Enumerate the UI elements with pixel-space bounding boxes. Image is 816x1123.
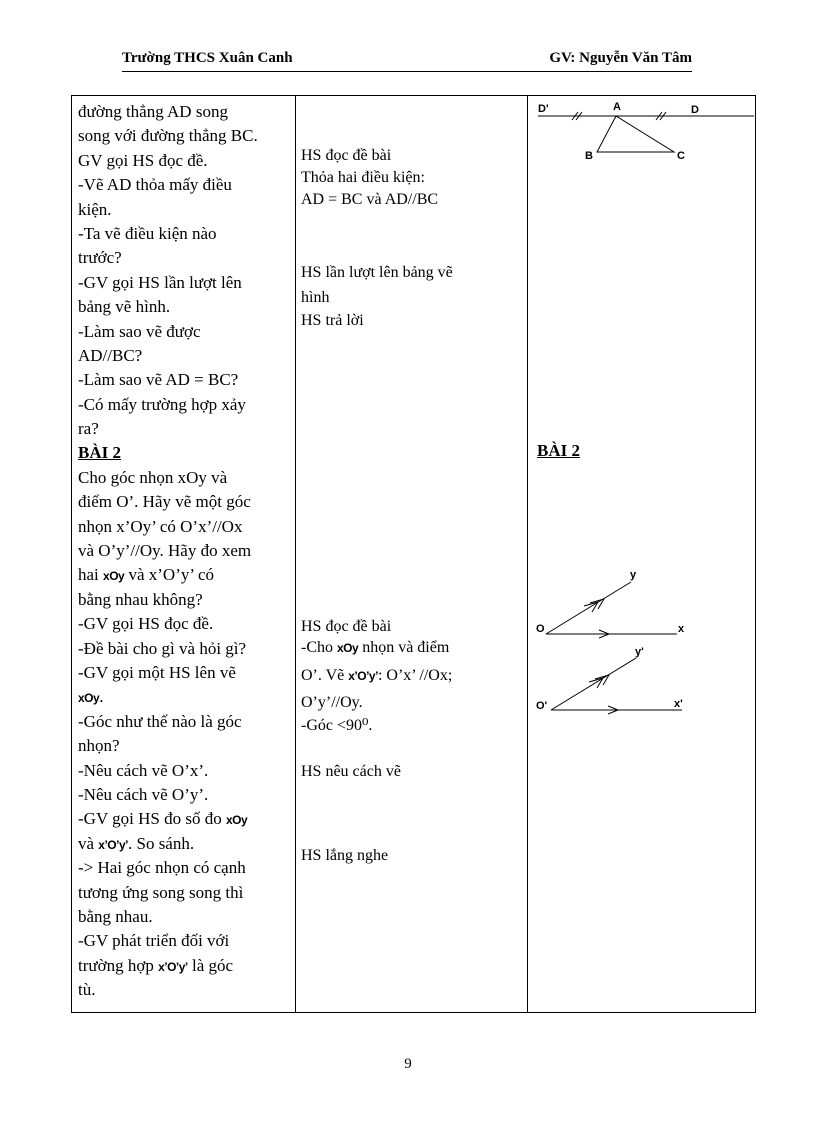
teacher-line: và x’O’y’. So sánh. bbox=[78, 833, 195, 853]
teacher-line: song với đường thẳng BC. bbox=[78, 126, 258, 146]
student-line: HS trả lời bbox=[301, 312, 364, 329]
student-line: O’y’//Oy. bbox=[301, 694, 363, 711]
teacher-line: -> Hai góc nhọn có cạnh bbox=[78, 858, 246, 878]
teacher-line: -Đề bài cho gì và hỏi gì? bbox=[78, 638, 247, 658]
label-x: x bbox=[678, 623, 685, 635]
student-line: Thỏa hai điều kiện: bbox=[301, 169, 425, 186]
page-number: 9 bbox=[404, 1056, 412, 1072]
bai2-heading: BÀI 2 bbox=[537, 441, 580, 460]
label-c: C bbox=[677, 150, 685, 162]
student-line: hình bbox=[301, 289, 330, 306]
student-line: HS lần lượt lên bảng vẽ bbox=[301, 264, 453, 281]
angle-symbol: xOy bbox=[225, 813, 248, 828]
student-line: HS nêu cách vẽ bbox=[301, 763, 401, 780]
header-divider bbox=[122, 71, 692, 72]
teacher-line: bằng nhau không? bbox=[78, 589, 203, 609]
page-header bbox=[122, 50, 692, 72]
teacher-line: -GV gọi HS đo số đo xOy bbox=[78, 809, 248, 829]
bai2-heading: BÀI 2 bbox=[78, 443, 121, 463]
angle-symbol: x’O’y’ bbox=[98, 837, 128, 852]
label-d-prime: D' bbox=[538, 103, 549, 115]
teacher-line: -GV gọi một HS lên vẽ bbox=[78, 662, 236, 682]
label-y: y bbox=[630, 569, 637, 581]
parallel-angles-figure bbox=[534, 566, 754, 726]
student-line: HS đọc đề bài bbox=[301, 147, 392, 164]
angle-symbol: xOy bbox=[78, 691, 100, 706]
teacher-name: GV: Nguyễn Văn Tâm bbox=[549, 50, 692, 66]
angle-symbol: x’O’y’ bbox=[158, 959, 188, 974]
teacher-line: trường hợp x’O’y’ là góc bbox=[78, 955, 234, 975]
teacher-line: điểm O’. Hãy vẽ một góc bbox=[78, 492, 251, 512]
label-a: A bbox=[613, 101, 621, 113]
student-line: AD = BC và AD//BC bbox=[301, 191, 439, 208]
teacher-line: GV gọi HS đọc đề. bbox=[78, 150, 208, 170]
teacher-line: tù. bbox=[78, 980, 96, 1000]
teacher-line: và O’y’//Oy. Hãy đo xem bbox=[78, 541, 252, 561]
student-line: O’. Vẽ x’O’y’: O’x’ //Ox; bbox=[301, 667, 453, 684]
teacher-line: tương ứng song song thì bbox=[78, 882, 244, 902]
teacher-line: -Làm sao vẽ AD = BC? bbox=[78, 370, 239, 390]
teacher-line: xOy. bbox=[78, 687, 104, 707]
teacher-line: -Làm sao vẽ được bbox=[78, 321, 201, 341]
teacher-line: nhọn x’Oy’ có O’x’//Ox bbox=[78, 516, 243, 536]
school-name: Trường THCS Xuân Canh bbox=[122, 50, 293, 66]
teacher-line: trước? bbox=[78, 248, 122, 268]
label-d: D bbox=[691, 104, 699, 116]
student-line: HS đọc đề bài bbox=[301, 618, 392, 635]
teacher-line: nhọn? bbox=[78, 736, 120, 756]
label-x-prime: x' bbox=[674, 698, 683, 710]
teacher-line: -Có mấy trường hợp xảy bbox=[78, 394, 246, 414]
student-line: -Góc <90⁰. bbox=[301, 717, 373, 734]
angle-symbol: xOy bbox=[337, 641, 359, 655]
teacher-line: -Nêu cách vẽ O’x’. bbox=[78, 760, 209, 780]
column-divider-1 bbox=[295, 96, 296, 1012]
label-o: O bbox=[536, 623, 545, 635]
angle-symbol: x’O’y’ bbox=[348, 669, 378, 683]
angle-symbol: xOy bbox=[103, 569, 125, 584]
teacher-line: hai xOy và x’O’y’ có bbox=[78, 565, 215, 585]
teacher-line: Cho góc nhọn xOy và bbox=[78, 467, 228, 487]
triangle-figure bbox=[534, 96, 754, 176]
teacher-line: -Góc như thế nào là góc bbox=[78, 711, 242, 731]
label-o-prime: O' bbox=[536, 700, 548, 712]
teacher-line: -Vẽ AD thỏa mấy điều bbox=[78, 175, 232, 195]
teacher-line: ra? bbox=[78, 419, 99, 439]
teacher-line: -GV phát triển đối với bbox=[78, 931, 230, 951]
teacher-activity-column bbox=[78, 100, 292, 1002]
label-y-prime: y' bbox=[635, 646, 644, 658]
student-line: -Cho xOy nhọn và điểm bbox=[301, 639, 450, 656]
teacher-line: AD//BC? bbox=[78, 345, 143, 365]
teacher-line: bằng nhau. bbox=[78, 906, 153, 926]
lesson-table bbox=[71, 95, 756, 1013]
teacher-line: -Nêu cách vẽ O’y’. bbox=[78, 784, 209, 804]
teacher-line: -GV gọi HS đọc đề. bbox=[78, 614, 214, 634]
teacher-line: bảng vẽ hình. bbox=[78, 297, 171, 317]
column-divider-2 bbox=[527, 96, 528, 1012]
teacher-line: kiện. bbox=[78, 199, 112, 219]
label-b: B bbox=[585, 150, 593, 162]
student-line: HS lắng nghe bbox=[301, 847, 389, 864]
teacher-line: đường thẳng AD song bbox=[78, 102, 228, 121]
teacher-line: -GV gọi HS lần lượt lên bbox=[78, 272, 242, 292]
teacher-line: -Ta vẽ điều kiện nào bbox=[78, 223, 217, 243]
